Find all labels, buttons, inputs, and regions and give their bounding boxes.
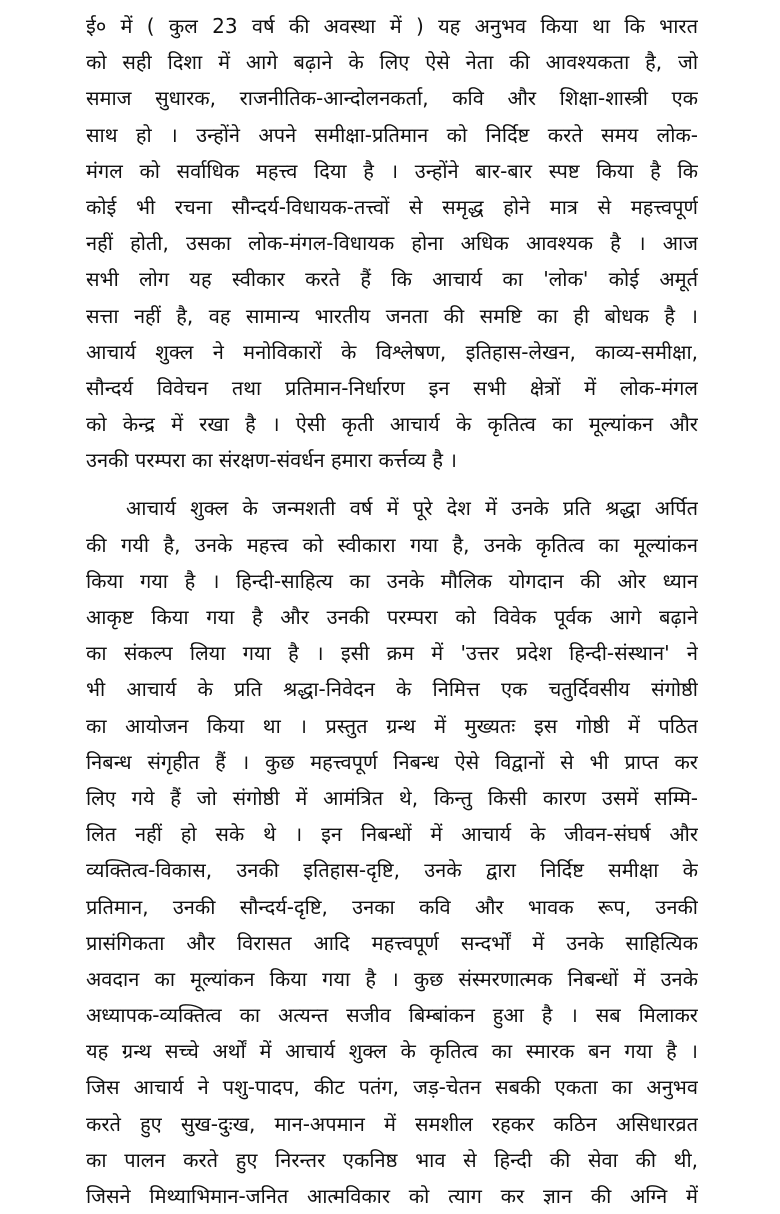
text-line: किया गया है । हिन्दी-साहित्य का उनके मौलिक योगदान की ओर ध्यान: [86, 568, 698, 593]
text-line: निबन्ध संगृहीत हैं । कुछ महत्त्वपूर्ण निबन्ध ऐसे विद्वानों से भी प्राप्त कर: [86, 749, 698, 774]
text-line: आचार्य शुक्ल के जन्मशती वर्ष में पूरे देश में उनके प्रति श्रद्धा अर्पित: [126, 496, 698, 521]
text-line: भी आचार्य के प्रति श्रद्धा-निवेदन के निमित्त एक चतुर्दिवसीय संगोष्ठी: [86, 677, 698, 702]
text-line: समाज सुधारक, राजनीतिक-आन्दोलनकर्ता, कवि और शिक्षा-शास्त्री एक: [86, 86, 698, 111]
text-line: लिए गये हैं जो संगोष्ठी में आमंत्रित थे, किन्तु किसी कारण उसमें सम्मि-: [86, 785, 698, 810]
text-line: कोई भी रचना सौन्दर्य-विधायक-तत्त्वों से समृद्ध होने मात्र से महत्त्वपूर्ण: [86, 194, 698, 219]
text-line: यह ग्रन्थ सच्चे अर्थों में आचार्य शुक्ल के कृतित्व का स्मारक बन गया है ।: [86, 1039, 698, 1064]
text-line: उनकी परम्परा का संरक्षण-संवर्धन हमारा कर्त्तव्य है ।: [86, 448, 457, 473]
text-line: अवदान का मूल्यांकन किया गया है । कुछ संस्मरणात्मक निबन्धों में उनके: [86, 966, 698, 991]
text-line: अध्यापक-व्यक्तित्व का अत्यन्त सजीव बिम्बांकन हुआ है । सब मिलाकर: [86, 1003, 698, 1028]
text-line: नहीं होती, उसका लोक-मंगल-विधायक होना अधिक आवश्यक है । आज: [86, 231, 698, 256]
paragraph: [86, 490, 698, 1214]
paragraph-spacer: [86, 478, 698, 490]
text-line: जिस आचार्य ने पशु-पादप, कीट पतंग, जड़-चेतन सबकी एकता का अनुभव: [86, 1075, 698, 1100]
text-line: की गयी है, उनके महत्त्व को स्वीकारा गया है, उनके कृतित्व का मूल्यांकन: [86, 532, 698, 557]
text-line: प्रासंगिकता और विरासत आदि महत्त्वपूर्ण सन्दर्भों में उनके साहित्यिक: [86, 930, 698, 955]
text-line: सभी लोग यह स्वीकार करते हैं कि आचार्य का 'लोक' कोई अमूर्त: [86, 267, 698, 292]
text-line: प्रतिमान, उनकी सौन्दर्य-दृष्टि, उनका कवि और भावक रूप, उनकी: [86, 894, 698, 919]
text-line: सौन्दर्य विवेचन तथा प्रतिमान-निर्धारण इन सभी क्षेत्रों में लोक-मंगल: [86, 375, 698, 400]
text-line: आचार्य शुक्ल ने मनोविकारों के विश्लेषण, इतिहास-लेखन, काव्य-समीक्षा,: [86, 339, 698, 364]
text-line: का आयोजन किया था । प्रस्तुत ग्रन्थ में मुख्यतः इस गोष्ठी में पठित: [86, 713, 698, 738]
text-line: साथ हो । उन्होंने अपने समीक्षा-प्रतिमान को निर्दिष्ट करते समय लोक-: [86, 122, 698, 147]
text-line: लित नहीं हो सके थे । इन निबन्धों में आचार्य के जीवन-संघर्ष और: [86, 822, 698, 847]
text-line: ई० में ( कुल 23 वर्ष की अवस्था में ) यह अनुभव किया था कि भारत: [86, 14, 698, 38]
text-line: का पालन करते हुए निरन्तर एकनिष्ठ भाव से हिन्दी की सेवा की थी,: [86, 1147, 698, 1172]
text-line: व्यक्तित्व-विकास, उनकी इतिहास-दृष्टि, उनके द्वारा निर्दिष्ट समीक्षा के: [86, 858, 698, 883]
text-line: को सही दिशा में आगे बढ़ाने के लिए ऐसे नेता की आवश्यकता है, जो: [86, 50, 698, 75]
text-line: जिसने मिथ्याभिमान-जनित आत्मविकार को त्याग कर ज्ञान की अग्नि में: [86, 1184, 698, 1208]
text-line: आकृष्ट किया गया है और उनकी परम्परा को विवेक पूर्वक आगे बढ़ाने: [86, 605, 698, 629]
text-line: का संकल्प लिया गया है । इसी क्रम में 'उत्तर प्रदेश हिन्दी-संस्थान' ने: [86, 641, 698, 666]
text-line: मंगल को सर्वाधिक महत्त्व दिया है । उन्होंने बार-बार स्पष्ट किया है कि: [86, 158, 698, 183]
text-line: सत्ता नहीं है, वह सामान्य भारतीय जनता की समष्टि का ही बोधक है ।: [86, 303, 698, 328]
document-body: [86, 8, 698, 1214]
text-line: को केन्द्र में रखा है । ऐसी कृती आचार्य के कृतित्व का मूल्यांकन और: [86, 412, 698, 437]
paragraph: [86, 8, 698, 478]
text-line: करते हुए सुख-दुःख, मान-अपमान में समशील रहकर कठिन असिधारव्रत: [86, 1111, 698, 1136]
